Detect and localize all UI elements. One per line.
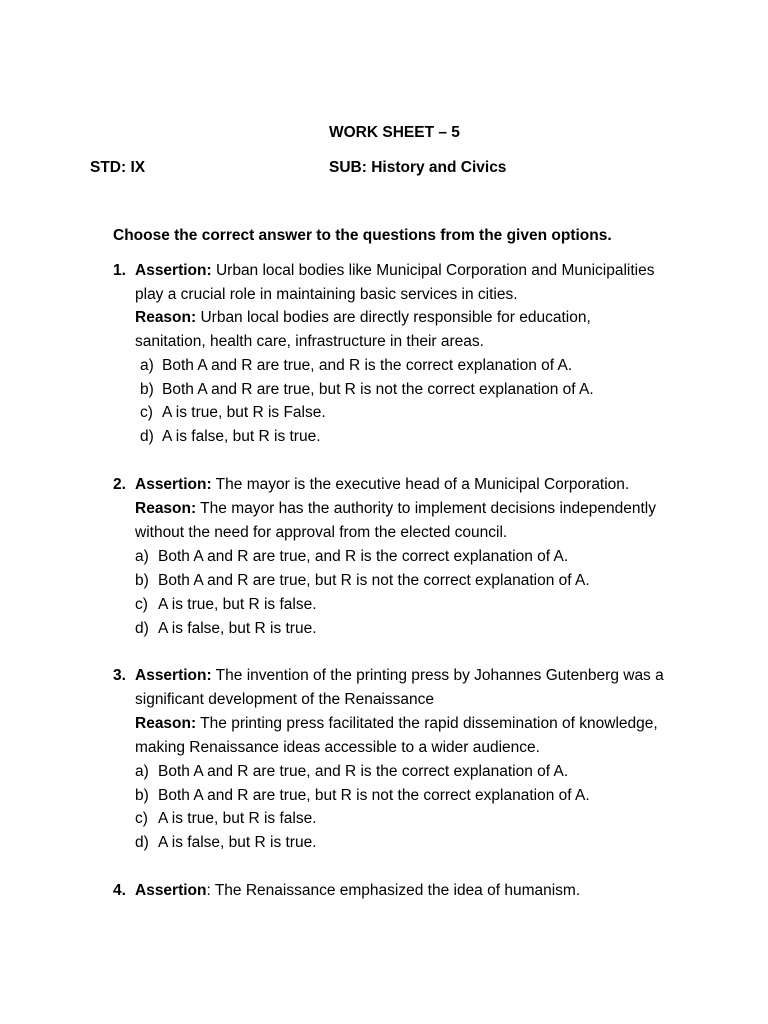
option-letter: a) [135,763,149,780]
assertion-label: Assertion: [135,667,212,684]
option-text: A is false, but R is true. [162,428,321,445]
question-number: 2. [113,476,126,493]
reason-text-cont: making Renaissance ideas accessible to a wider audience. [135,739,540,756]
option-text: A is false, but R is true. [158,620,317,637]
assertion-label: Assertion: [135,262,212,279]
reason-text: The mayor has the authority to implement decisions independently [196,500,656,517]
reason-text: The printing press facilitated the rapid dissemination of knowledge, [196,715,658,732]
reason-line [135,309,591,327]
option-letter: d) [135,834,149,851]
assertion-label: Assertion [135,882,207,899]
subject-label: SUB: History and Civics [329,159,507,176]
assertion-text-cont: play a crucial role in maintaining basic services in cities. [135,286,518,303]
option-text: Both A and R are true, but R is not the correct explanation of A. [162,381,594,398]
option-letter: c) [135,810,148,827]
option-letter: b) [140,381,154,398]
option-text: A is false, but R is true. [158,834,317,851]
reason-line [135,500,656,518]
assertion-text: The mayor is the executive head of a Municipal Corporation. [211,476,630,493]
option-text: Both A and R are true, and R is the correct explanation of A. [162,357,573,374]
reason-text-cont: sanitation, health care, infrastructure in their areas. [135,333,484,350]
option-letter: a) [140,357,154,374]
reason-label: Reason: [135,500,197,517]
worksheet-title: WORK SHEET – 5 [329,124,460,141]
std-label: STD: IX [90,159,146,176]
assertion-line [135,262,655,280]
option-letter: c) [135,596,148,613]
reason-label: Reason: [135,715,197,732]
option-letter: b) [135,572,149,589]
option-letter: b) [135,787,149,804]
option-letter: c) [140,404,153,421]
question-number: 4. [113,882,126,899]
reason-label: Reason: [135,309,197,326]
option-text: A is true, but R is false. [158,596,317,613]
assertion-line [135,476,629,494]
reason-text-cont: without the need for approval from the elected council. [135,524,508,541]
question-number: 1. [113,262,126,279]
assertion-text: : The Renaissance emphasized the idea of humanism. [206,882,581,899]
option-letter: d) [140,428,154,445]
question-number: 3. [113,667,126,684]
assertion-text: The invention of the printing press by Johannes Gutenberg was a [211,667,664,684]
assertion-text-cont: significant development of the Renaissance [135,691,434,708]
option-letter: a) [135,548,149,565]
assertion-label: Assertion: [135,476,212,493]
option-text: Both A and R are true, and R is the correct explanation of A. [158,548,569,565]
option-text: Both A and R are true, and R is the correct explanation of A. [158,763,569,780]
instruction: Choose the correct answer to the questions from the given options. [113,227,612,244]
assertion-line [135,667,664,685]
reason-text: Urban local bodies are directly responsible for education, [196,309,591,326]
option-text: Both A and R are true, but R is not the correct explanation of A. [158,572,590,589]
assertion-line [135,882,580,900]
reason-line [135,715,658,733]
option-text: Both A and R are true, but R is not the correct explanation of A. [158,787,590,804]
assertion-text: Urban local bodies like Municipal Corporation and Municipalities [211,262,655,279]
option-text: A is true, but R is False. [162,404,326,421]
option-letter: d) [135,620,149,637]
option-text: A is true, but R is false. [158,810,317,827]
